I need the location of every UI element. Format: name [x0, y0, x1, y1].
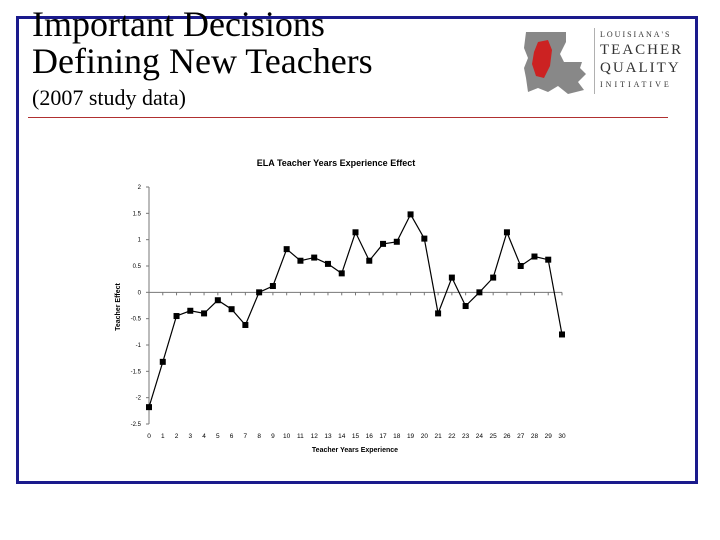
- x-tick-label: 12: [310, 433, 318, 440]
- data-point: [408, 211, 414, 217]
- data-point: [187, 308, 193, 314]
- data-point: [380, 241, 386, 247]
- x-axis: [147, 292, 566, 440]
- data-point: [531, 254, 537, 260]
- x-tick-label: 23: [462, 433, 470, 440]
- x-tick-label: 30: [558, 433, 566, 440]
- data-point: [229, 306, 235, 312]
- x-tick-label: 3: [188, 433, 193, 440]
- chart: [96, 132, 576, 462]
- data-point: [215, 297, 221, 303]
- data-point: [339, 270, 345, 276]
- data-point: [545, 257, 551, 263]
- data-point: [559, 331, 565, 337]
- logo-word-quality: QUALITY: [600, 60, 681, 76]
- louisiana-map-icon: [520, 28, 590, 98]
- data-point: [353, 229, 359, 235]
- data-point: [449, 275, 455, 281]
- data-points: [146, 211, 565, 410]
- y-tick-label: -2: [135, 395, 141, 402]
- x-tick-label: 8: [257, 433, 261, 440]
- data-point: [421, 236, 427, 242]
- x-tick-label: 0: [147, 433, 151, 440]
- x-tick-label: 5: [216, 433, 220, 440]
- x-tick-label: 16: [365, 433, 373, 440]
- x-tick-label: 17: [379, 433, 387, 440]
- series-line: [149, 214, 562, 407]
- x-tick-label: 15: [351, 433, 360, 440]
- x-tick-label: 27: [517, 433, 525, 440]
- chart-title: ELA Teacher Years Experience Effect: [256, 158, 416, 168]
- x-tick-label: 19: [406, 433, 415, 440]
- data-point: [518, 263, 524, 269]
- x-tick-label: 10: [283, 433, 291, 440]
- data-point: [435, 310, 441, 316]
- x-tick-label: 2: [174, 433, 179, 440]
- data-point: [463, 303, 469, 309]
- x-tick-label: 21: [434, 433, 442, 440]
- x-tick-label: 14: [338, 433, 346, 440]
- data-point: [242, 322, 248, 328]
- x-tick-label: 9: [271, 433, 275, 440]
- title-line-2: Defining New Teachers: [32, 41, 373, 81]
- data-point: [160, 359, 166, 365]
- slide-subtitle: (2007 study data): [32, 85, 186, 110]
- y-tick-label: 0.5: [132, 264, 141, 270]
- y-tick-label: 1.5: [132, 211, 141, 218]
- x-tick-label: 25: [489, 433, 497, 440]
- data-point: [311, 255, 317, 261]
- x-tick-label: 11: [297, 433, 304, 440]
- x-tick-label: 18: [393, 433, 401, 440]
- title-line-1: Important Decisions: [32, 4, 325, 44]
- x-tick-label: 1: [160, 433, 165, 440]
- x-tick-label: 13: [324, 433, 332, 440]
- y-tick-label: -2.5: [130, 422, 141, 428]
- teacher-quality-logo: [520, 28, 684, 98]
- x-tick-label: 26: [503, 433, 511, 440]
- y-tick-label: -1: [135, 343, 141, 349]
- x-tick-label: 24: [475, 433, 484, 440]
- data-point: [270, 283, 276, 289]
- y-tick-label: 1: [137, 237, 141, 244]
- slide-title: [32, 6, 373, 80]
- data-point: [394, 239, 400, 245]
- y-axis: [131, 185, 149, 428]
- data-point: [504, 229, 510, 235]
- x-tick-label: 29: [544, 433, 552, 440]
- data-point: [366, 258, 372, 264]
- title-divider: [28, 117, 668, 118]
- x-tick-label: 7: [243, 433, 248, 440]
- data-point: [174, 313, 180, 319]
- y-axis-label: Teacher Effect: [115, 283, 122, 331]
- logo-divider: [594, 28, 595, 94]
- logo-word-top: LOUISIANA'S: [600, 30, 672, 39]
- data-point: [476, 289, 482, 295]
- data-point: [297, 258, 303, 264]
- x-tick-label: 22: [448, 433, 456, 440]
- x-tick-label: 4: [202, 433, 206, 440]
- x-tick-label: 28: [530, 433, 539, 440]
- y-tick-label: 2: [137, 185, 141, 191]
- logo-word-initiative: INITIATIVE: [600, 80, 672, 89]
- x-tick-label: 6: [229, 433, 234, 440]
- data-point: [256, 289, 262, 295]
- y-tick-label: -0.5: [130, 316, 141, 323]
- data-point: [284, 246, 290, 252]
- logo-word-teacher: TEACHER: [600, 42, 684, 58]
- y-tick-label: -1.5: [130, 369, 141, 376]
- x-axis-label: Teacher Years Experience: [311, 447, 399, 454]
- data-point: [201, 310, 207, 316]
- x-tick-label: 20: [420, 433, 428, 440]
- data-point: [490, 275, 496, 281]
- data-point: [146, 404, 152, 410]
- data-point: [325, 261, 331, 267]
- y-tick-label: 0: [137, 290, 141, 297]
